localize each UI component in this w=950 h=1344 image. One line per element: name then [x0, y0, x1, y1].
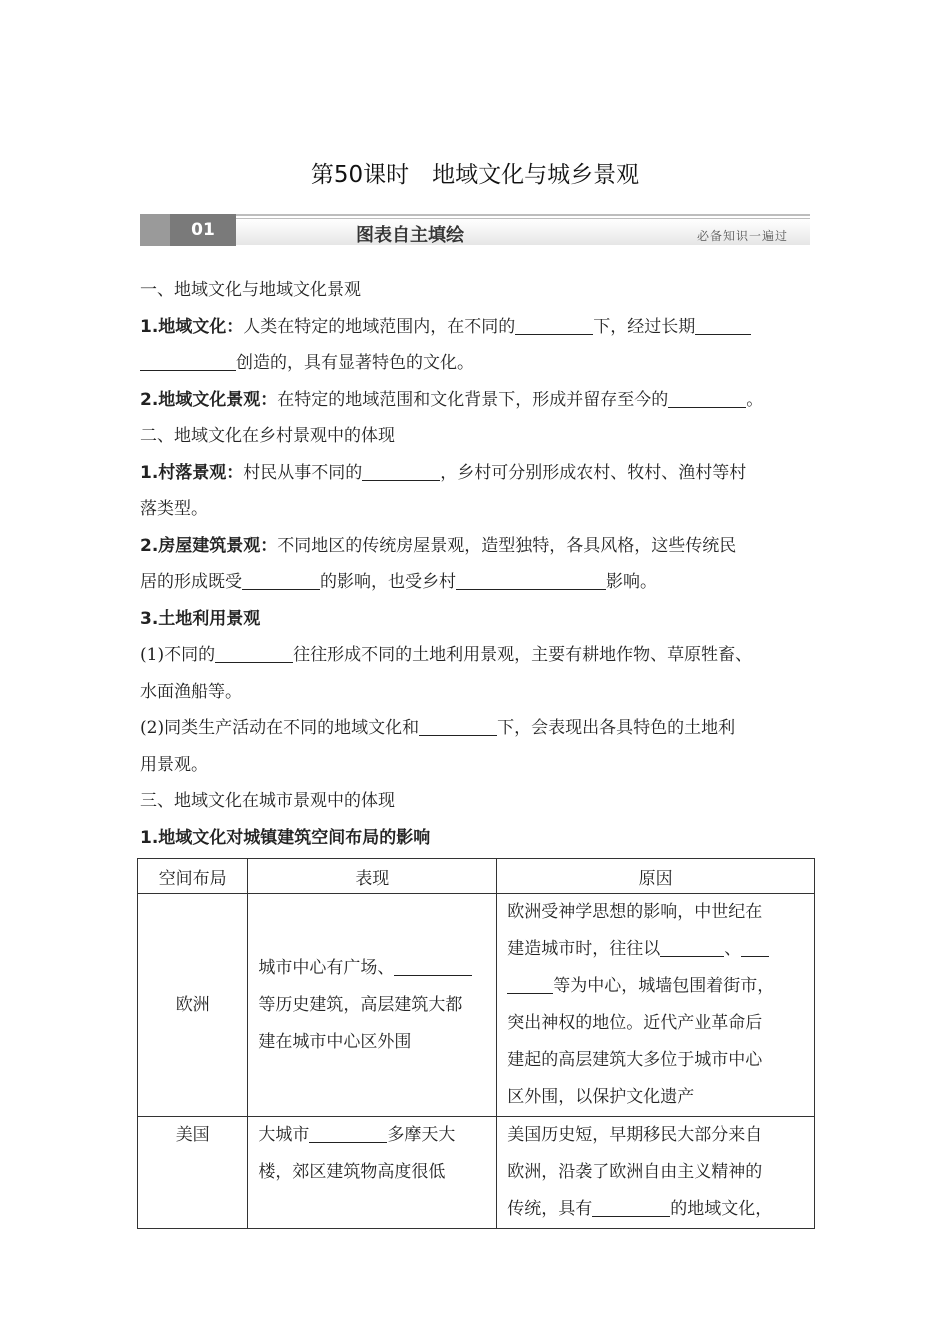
line-text: 影响。: [606, 572, 657, 592]
fill-in-blank[interactable]: [668, 390, 746, 408]
line-text: 水面渔船等。: [140, 681, 242, 702]
fill-in-blank[interactable]: [242, 572, 320, 590]
line-text: 的地域文化，: [670, 1199, 773, 1219]
cell-line: [258, 987, 486, 1024]
section-banner: [140, 214, 810, 246]
fill-in-blank[interactable]: [309, 1125, 387, 1143]
column-header: 表现: [248, 859, 497, 894]
line-text: 人类在特定的地域范围内，在不同的: [243, 316, 516, 337]
spatial-layout-table: [137, 858, 815, 1229]
line-text: (1)不同的: [140, 645, 216, 665]
item-heading: 1.地域文化对城镇建筑空间布局的影响: [140, 827, 431, 848]
text-line: [140, 601, 830, 638]
text-line: [140, 710, 830, 747]
region-cell: 美国: [138, 1117, 248, 1229]
fill-in-blank[interactable]: [140, 353, 236, 371]
banner-accent: [140, 214, 170, 246]
line-text: 二、地域文化在乡村景观中的体现: [140, 426, 395, 446]
text-line: [140, 674, 830, 711]
text-line: [140, 747, 830, 784]
cell-line: [507, 1154, 804, 1191]
page-title: 第50课时 地域文化与城乡景观: [310, 162, 640, 188]
fill-in-blank[interactable]: [215, 645, 293, 663]
fill-in-blank[interactable]: [515, 317, 593, 335]
line-text: 下，会表现出各具特色的土地利: [497, 718, 736, 738]
line-text: 村民从事不同的: [243, 462, 363, 483]
text-line: [140, 491, 830, 528]
reason-cell: [497, 1117, 815, 1229]
cell-line: [258, 1024, 486, 1061]
line-text: 下，经过长期: [593, 316, 696, 337]
text-line: [140, 382, 830, 419]
line-text: 多摩天大: [387, 1125, 456, 1145]
line-text: 不同地区的传统房屋景观，造型独特，各具风格，这些传统民: [277, 535, 737, 556]
line-text: 。: [746, 389, 764, 410]
cell-line: [258, 950, 486, 987]
line-text: 三、地域文化在城市景观中的体现: [140, 791, 395, 811]
text-line: [140, 637, 830, 674]
cell-line: [507, 1079, 804, 1116]
cell-line: [507, 1005, 804, 1042]
text-line: [140, 345, 830, 382]
line-text: 的影响，也受乡村: [320, 572, 456, 592]
item-heading: 1.村落景观：: [140, 462, 244, 483]
item-heading: 3.土地利用景观: [140, 608, 261, 629]
table-row: [138, 1117, 815, 1229]
fill-in-blank[interactable]: [695, 317, 751, 335]
line-text: 建造城市时，往往以: [507, 939, 661, 959]
cell-line: [258, 1191, 486, 1228]
text-line: [140, 783, 830, 820]
cell-line: [507, 1191, 804, 1228]
line-text: 建在城市中心区外围: [258, 1031, 412, 1052]
line-text: 往往形成不同的土地利用景观，主要有耕地作物、草原牲畜、: [293, 645, 753, 665]
item-heading: 2.房屋建筑景观：: [140, 535, 278, 556]
line-text: 创造的，具有显著特色的文化。: [236, 353, 474, 373]
text-line: [140, 272, 830, 309]
column-header: 原因: [497, 859, 815, 894]
line-text: 用景观。: [140, 754, 208, 775]
line-text: 居的形成既受: [140, 572, 242, 592]
text-line: [140, 309, 830, 346]
fill-in-blank[interactable]: [507, 976, 553, 994]
line-text: 突出神权的地位。近代产业革命后: [507, 1013, 763, 1033]
cell-line: [507, 1042, 804, 1079]
text-line: [140, 528, 830, 565]
cell-line: [507, 1117, 804, 1154]
table-header-row: [138, 859, 815, 894]
line-text: 一、地域文化与地域文化景观: [140, 280, 361, 300]
line-text: 等为中心，城墙包围着街市，: [553, 976, 775, 996]
line-text: 大城市: [258, 1125, 310, 1145]
reason-cell: [497, 894, 815, 1117]
line-text: (2)同类生产活动在不同的地域文化和: [140, 718, 420, 738]
section-note: 必备知识一遍过: [696, 229, 788, 243]
text-line: [140, 455, 830, 492]
line-text: 城市中心有广场、: [258, 957, 395, 978]
cell-line: [258, 1154, 486, 1191]
line-text: 落类型。: [140, 499, 208, 519]
banner-rule: [170, 214, 810, 216]
fill-in-blank[interactable]: [456, 572, 606, 590]
item-heading: 1.地域文化：: [140, 316, 244, 337]
column-header: 空间布局: [138, 859, 248, 894]
worksheet-body: [140, 272, 830, 856]
line-text: 等历史建筑，高层建筑大都: [258, 994, 463, 1015]
line-text: 在特定的地域范围和文化背景下，形成并留存至今的: [277, 389, 669, 410]
line-text: 建起的高层建筑大多位于城市中心: [507, 1050, 763, 1070]
item-heading: 2.地域文化景观：: [140, 389, 278, 410]
line-text: ，乡村可分别形成农村、牧村、渔村等村: [440, 462, 747, 483]
line-text: 、: [724, 939, 742, 959]
text-line: [140, 564, 830, 601]
fill-in-blank[interactable]: [592, 1199, 670, 1217]
section-name: 图表自主填绘: [356, 225, 464, 246]
line-text: 传统，具有: [507, 1199, 593, 1219]
table-row: [138, 894, 815, 1117]
line-text: 区外围，以保护文化遗产: [507, 1087, 695, 1107]
text-line: [140, 418, 830, 455]
banner-bar: [236, 218, 810, 245]
fill-in-blank[interactable]: [741, 939, 769, 957]
fill-in-blank[interactable]: [362, 463, 440, 481]
line-text: 美国历史短，早期移民大部分来自: [507, 1125, 763, 1145]
text-line: [140, 820, 830, 857]
fill-in-blank[interactable]: [660, 939, 724, 957]
fill-in-blank[interactable]: [394, 958, 472, 976]
region-cell: 欧洲: [138, 894, 248, 1117]
fill-in-blank[interactable]: [419, 718, 497, 736]
performance-cell: [248, 1117, 497, 1229]
line-text: 欧洲，沿袭了欧洲自由主义精神的: [507, 1162, 763, 1182]
performance-cell: [248, 894, 497, 1117]
cell-line: [258, 1117, 486, 1154]
section-number: 01: [170, 214, 236, 246]
cell-line: [507, 968, 804, 1005]
line-text: 楼，郊区建筑物高度很低: [258, 1162, 446, 1182]
cell-line: [507, 931, 804, 968]
cell-line: [507, 894, 804, 931]
line-text: 欧洲受神学思想的影响，中世纪在: [507, 902, 763, 922]
